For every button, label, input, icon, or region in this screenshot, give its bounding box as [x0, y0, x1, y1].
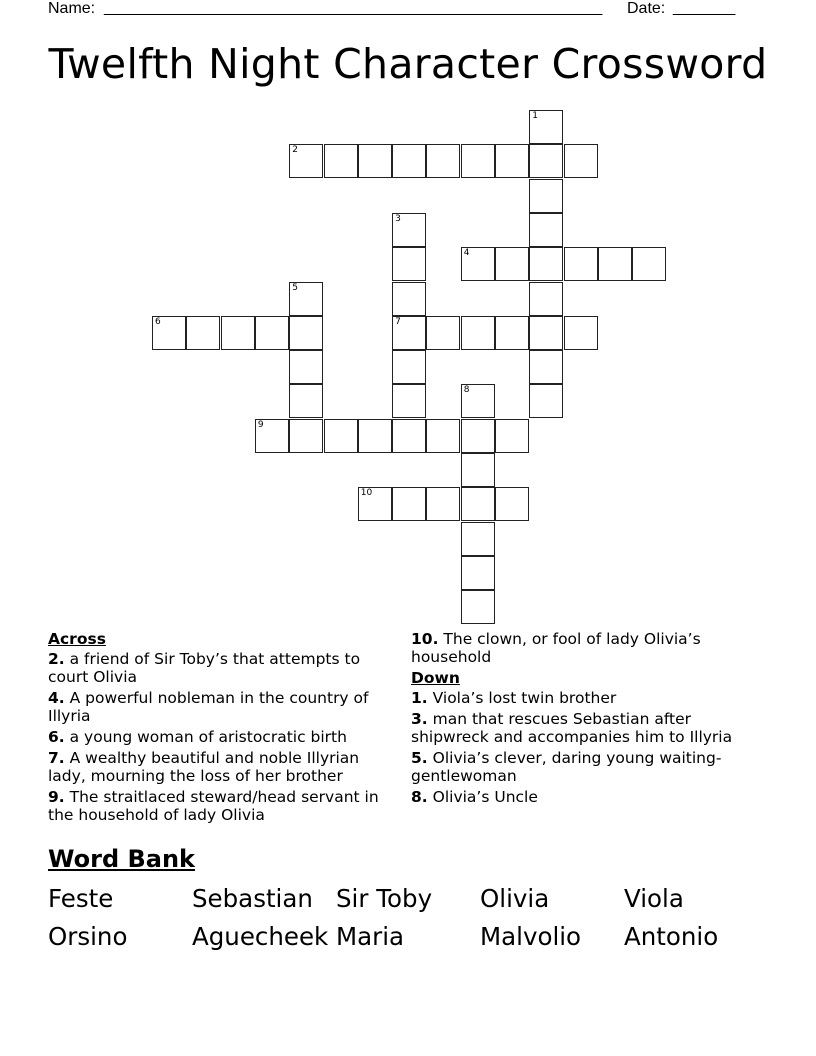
page-title: Twelfth Night Character Crossword — [48, 40, 768, 88]
crossword-cell[interactable] — [461, 556, 495, 590]
crossword-cell[interactable] — [392, 384, 426, 418]
down-heading: Down — [411, 669, 460, 687]
word-bank-item: Malvolio — [480, 922, 582, 951]
clues-left-column — [48, 630, 393, 827]
word-bank-item: Olivia — [480, 884, 550, 913]
crossword-cell[interactable] — [289, 384, 323, 418]
crossword-cell[interactable] — [461, 453, 495, 487]
crossword-cell[interactable] — [529, 247, 563, 281]
clue-number: 7 — [395, 316, 401, 327]
clue-number: 4 — [463, 248, 470, 259]
word-bank-item: Aguecheek — [192, 922, 329, 951]
crossword-cell[interactable] — [461, 247, 495, 281]
crossword-cell[interactable] — [152, 316, 186, 350]
crossword-cell[interactable] — [529, 350, 563, 384]
crossword-cell[interactable] — [529, 213, 563, 247]
clue-number: 9 — [257, 419, 264, 430]
crossword-cell[interactable] — [392, 487, 426, 521]
crossword-cell[interactable] — [392, 316, 426, 350]
clue-across-10: 10. The clown, or fool of lady Olivia’s household — [411, 630, 701, 666]
crossword-cell[interactable] — [495, 419, 529, 453]
word-bank-item: Viola — [624, 884, 684, 913]
header-name-label: Name: — [48, 0, 96, 17]
crossword-cell[interactable] — [358, 487, 392, 521]
crossword-cell[interactable] — [392, 213, 426, 247]
clue-number: 3 — [395, 213, 401, 224]
crossword-cell[interactable] — [289, 419, 323, 453]
crossword-cell[interactable] — [392, 247, 426, 281]
crossword-cell[interactable] — [289, 316, 323, 350]
crossword-cell[interactable] — [564, 144, 598, 178]
header-date-label: Date: — [627, 0, 666, 17]
clue-number: 8 — [463, 385, 470, 396]
crossword-cell[interactable] — [529, 144, 563, 178]
crossword-cell[interactable] — [461, 590, 495, 624]
clue-number: 10 — [360, 488, 373, 499]
crossword-cell[interactable] — [461, 419, 495, 453]
clue-number: 2 — [292, 145, 298, 156]
word-bank-item: Sir Toby — [336, 884, 433, 913]
clue-down-8: 8. Olivia’s Uncle — [411, 788, 538, 806]
clue-number: 6 — [155, 316, 161, 327]
clue-number: 1 — [532, 111, 539, 121]
crossword-cell[interactable] — [426, 419, 460, 453]
crossword-cell[interactable] — [529, 282, 563, 316]
crossword-cell[interactable] — [289, 350, 323, 384]
word-bank-item: Antonio — [624, 922, 719, 951]
word-bank-item: Sebastian — [192, 884, 313, 913]
crossword-cell[interactable] — [186, 316, 220, 350]
crossword-cell[interactable] — [426, 144, 460, 178]
crossword-cell[interactable] — [392, 144, 426, 178]
crossword-cell[interactable] — [529, 384, 563, 418]
crossword-cell[interactable] — [461, 487, 495, 521]
crossword-cell[interactable] — [392, 282, 426, 316]
word-bank-item: Maria — [336, 922, 405, 951]
crossword-cell[interactable] — [324, 419, 358, 453]
clue-across-6: 6. a young woman of aristocratic birth — [48, 728, 347, 746]
word-bank-title: Word Bank — [48, 845, 196, 873]
clues-right-column — [411, 630, 761, 809]
crossword-cell[interactable] — [495, 247, 529, 281]
crossword-cell[interactable] — [358, 419, 392, 453]
crossword-cell[interactable] — [529, 316, 563, 350]
crossword-cell[interactable] — [358, 144, 392, 178]
crossword-cell[interactable] — [564, 316, 598, 350]
crossword-cell[interactable] — [289, 282, 323, 316]
crossword-cell[interactable] — [289, 144, 323, 178]
crossword-cell[interactable] — [632, 247, 666, 281]
across-heading: Across — [48, 630, 106, 648]
crossword-cell[interactable] — [392, 419, 426, 453]
clue-across-9: 9. The straitlaced steward/head servant in the household of lady Olivia — [48, 788, 379, 824]
crossword-cell[interactable] — [461, 522, 495, 556]
clue-down-3: 3. man that rescues Sebastian after shipwreck and accompanies him to Illyria — [411, 710, 733, 746]
crossword-cell[interactable] — [221, 316, 255, 350]
name-line: ________________________________________________________ — [104, 0, 603, 16]
crossword-cell[interactable] — [495, 316, 529, 350]
crossword-cell[interactable] — [461, 384, 495, 418]
crossword-cell[interactable] — [564, 247, 598, 281]
crossword-cell[interactable] — [426, 316, 460, 350]
crossword-cell[interactable] — [255, 316, 289, 350]
crossword-cell[interactable] — [598, 247, 632, 281]
clue-across-2: 2. a friend of Sir Toby’s that attempts to court Olivia — [48, 650, 361, 686]
clue-across-4: 4. A powerful nobleman in the country of Illyria — [48, 689, 369, 725]
clue-number: 5 — [292, 282, 298, 293]
word-bank-item: Orsino — [48, 922, 128, 951]
crossword-cell[interactable] — [324, 144, 358, 178]
crossword-cell[interactable] — [426, 487, 460, 521]
crossword-cell[interactable] — [495, 487, 529, 521]
date-line: _______ — [673, 0, 736, 16]
crossword-cell[interactable] — [495, 144, 529, 178]
word-bank-item: Feste — [48, 884, 114, 913]
crossword-cell[interactable] — [461, 144, 495, 178]
crossword-cell[interactable] — [392, 350, 426, 384]
crossword-cell[interactable] — [255, 419, 289, 453]
crossword-cell[interactable] — [529, 110, 563, 144]
crossword-cell[interactable] — [461, 316, 495, 350]
clue-down-1: 1. Viola’s lost twin brother — [411, 689, 617, 707]
crossword-cell[interactable] — [529, 179, 563, 213]
clue-down-5: 5. Olivia’s clever, daring young waiting-gentlewoman — [411, 749, 722, 785]
clue-across-7: 7. A wealthy beautiful and noble Illyrian lady, mourning the loss of her brother — [48, 749, 360, 785]
